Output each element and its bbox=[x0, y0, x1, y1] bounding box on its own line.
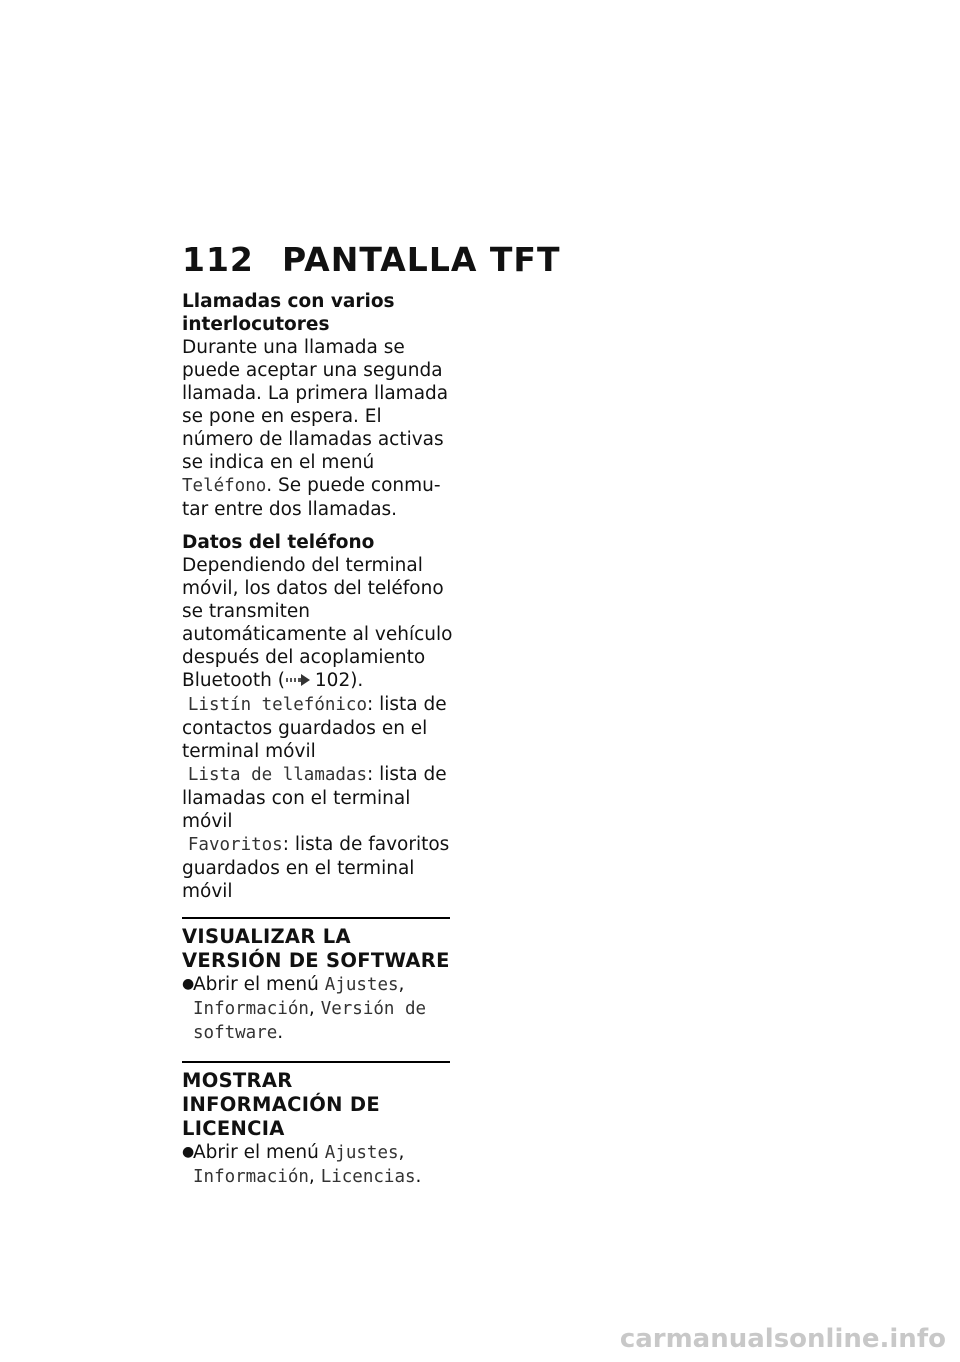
calls-text-b: . Se puede conmutar entre dos llamadas. bbox=[182, 475, 441, 520]
watermark: carmanualsonline.info bbox=[619, 1324, 946, 1354]
license-step bbox=[182, 1141, 454, 1189]
phone-data-paragraph bbox=[182, 554, 454, 693]
phone-data-heading: Datos del teléfono bbox=[182, 532, 375, 553]
menu-informacion: Información bbox=[193, 998, 309, 1019]
separator: , bbox=[398, 1141, 405, 1163]
page-header bbox=[182, 240, 560, 279]
separator: , bbox=[308, 997, 315, 1019]
menu-telefono: Teléfono bbox=[182, 476, 267, 496]
section-divider bbox=[182, 917, 450, 919]
phone-data-text-b: ). bbox=[350, 670, 364, 691]
page-number: 112 bbox=[182, 240, 254, 279]
separator: , bbox=[398, 973, 405, 995]
license-heading: MOSTRAR INFORMACIÓN DE LICENCIA bbox=[182, 1068, 380, 1140]
separator: , bbox=[308, 1165, 315, 1187]
section-divider bbox=[182, 1061, 450, 1063]
calls-paragraph bbox=[182, 336, 454, 521]
menu-licencias: Licencias bbox=[320, 1166, 416, 1187]
software-heading: VISUALIZAR LA VERSIÓN DE SOFTWARE bbox=[182, 924, 450, 972]
period: . bbox=[277, 1021, 284, 1043]
menu-ajustes: Ajustes bbox=[324, 974, 399, 995]
menu-lista-llamadas: Lista de llamadas bbox=[187, 764, 368, 785]
phone-item-desc: : lista de favoritos guardados en el terminal móvil bbox=[182, 833, 450, 902]
page-reference: 102 bbox=[314, 670, 351, 691]
step-text: Abrir el menú bbox=[193, 1141, 319, 1163]
phone-data-text-a: Dependiendo del terminal móvil, los datos del teléfono se transmiten automáticamente al vehículo después del acoplamiento Bluetooth ( bbox=[182, 555, 453, 691]
phone-item-calls bbox=[182, 763, 454, 833]
menu-ajustes: Ajustes bbox=[324, 1142, 399, 1163]
page-reference-arrow-icon bbox=[286, 670, 312, 693]
bullet-icon: ● bbox=[182, 1143, 195, 1160]
calls-text-a: Durante una llamada se puede aceptar una segunda llamada. La primera llamada se pone en espera. El número de llamadas activas se indica en el menú bbox=[182, 337, 449, 473]
software-step bbox=[182, 973, 454, 1045]
phone-item-contacts bbox=[182, 693, 454, 763]
phone-item-desc: : lista de llamadas con el terminal móvil bbox=[182, 763, 447, 832]
calls-heading: Llamadas con varios interlocutores bbox=[182, 291, 395, 335]
phone-item-desc: : lista de contactos guardados en el terminal móvil bbox=[182, 693, 447, 762]
bullet-icon: ● bbox=[182, 975, 195, 992]
menu-version-software: Versión de software bbox=[193, 998, 427, 1043]
phone-item-favorites bbox=[182, 833, 454, 903]
step-text: Abrir el menú bbox=[193, 973, 319, 995]
menu-informacion: Información bbox=[193, 1166, 309, 1187]
page-content bbox=[182, 290, 454, 1189]
menu-favoritos: Favoritos bbox=[187, 834, 283, 855]
page-title: PANTALLA TFT bbox=[282, 240, 561, 279]
period: . bbox=[415, 1165, 422, 1187]
menu-listin-telefonico: Listín telefónico bbox=[187, 694, 368, 715]
